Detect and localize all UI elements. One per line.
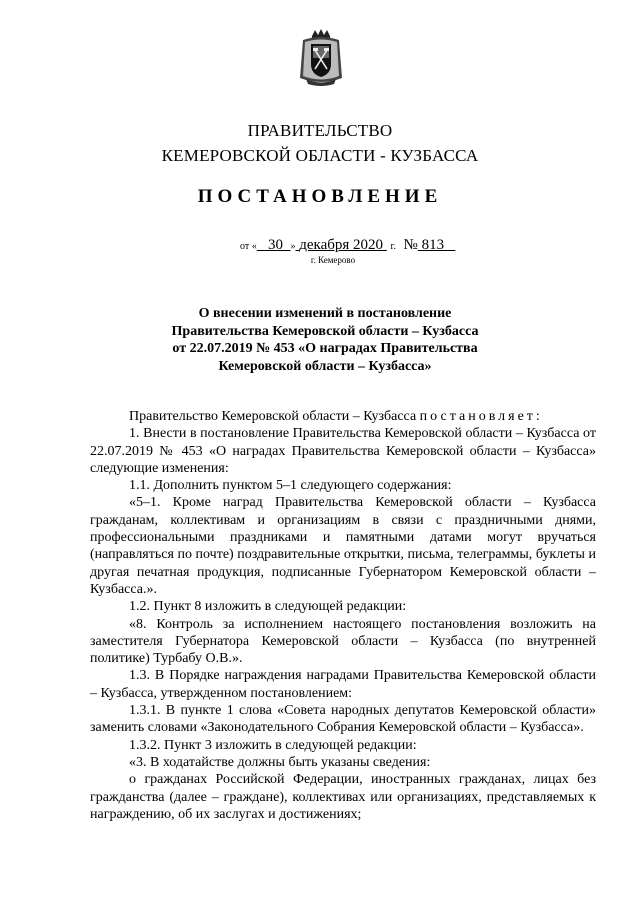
government-name-line1: ПРАВИТЕЛЬСТВО <box>247 121 393 140</box>
body-paragraph: 1.1. Дополнить пунктом 5–1 следующего содержания: <box>129 478 452 494</box>
document-type-title: ПОСТАНОВЛЕНИЕ <box>197 186 443 207</box>
date-prefix: от « <box>240 241 257 252</box>
number-sign: № <box>403 237 418 253</box>
intro-paragraph: Правительство Кемеровской области – Кузбасса постановляет: <box>129 409 543 424</box>
decree-word: постановляет: <box>419 409 543 424</box>
body-paragraph: 1.3. В Порядке награждения наградами Правительства Кемеровской области – Кузбасса, утвержденном постановлением: <box>90 668 596 701</box>
body-paragraph: о гражданах Российской Федерации, иностранных гражданах, лицах без гражданства (далее – граждане), коллективах или организациях, представляемых к награждению, об их заслугах и достижениях; <box>90 772 596 822</box>
body-paragraph: 1. Внести в постановление Правительства Кемеровской области – Кузбасса от 22.07.2019 № 453 «О наградах Правительства Кемеровской области – Кузбасса» следующие изменения: <box>90 426 596 476</box>
city-name: г. Кемерово <box>310 255 356 265</box>
heading-line: от 22.07.2019 № 453 «О наградах Правительства <box>172 341 478 356</box>
kuzbass-emblem-icon <box>298 28 344 88</box>
document-body <box>90 408 596 823</box>
coat-of-arms-icon <box>298 28 344 88</box>
document-number: 813 <box>421 237 445 253</box>
heading-line: Кемеровской области – Кузбасса» <box>218 358 432 374</box>
document-heading <box>150 305 500 375</box>
body-paragraph: «3. В ходатайстве должны быть указаны сведения: <box>129 754 431 770</box>
date-month-year: декабря 2020 <box>299 237 384 253</box>
heading-line: О внесении изменений в постановление <box>198 306 452 321</box>
date-year-suffix: г. <box>390 241 397 252</box>
date-and-number-line <box>240 236 470 256</box>
date-close-quote: » <box>290 241 296 252</box>
body-paragraph: 1.2. Пункт 8 изложить в следующей редакции: <box>129 599 407 615</box>
body-paragraph: «5–1. Кроме наград Правительства Кемеровской области – Кузбасса гражданам, коллективам и организациям в связи с праздничными днями, профессиональными праздниками и памятными датами могут вручаться (направляться по почте) поздравительные открытки, письма, телеграммы, буклеты и другая печатная продукция, подписанные Губернатором Кемеровской области – Кузбасса.». <box>90 495 596 597</box>
heading-line: Правительства Кемеровской области – Кузбасса <box>171 323 479 339</box>
government-name-line2: КЕМЕРОВСКОЙ ОБЛАСТИ - КУЗБАССА <box>161 146 479 165</box>
date-day: 30 <box>268 237 283 253</box>
body-paragraph: «8. Контроль за исполнением настоящего постановления возложить на заместителя Губернатора Кемеровской области – Кузбасса (по внутренней политике) Турбабу О.В.». <box>90 616 596 667</box>
body-paragraph: 1.3.2. Пункт 3 изложить в следующей редакции: <box>129 737 417 753</box>
body-paragraph: 1.3.1. В пункте 1 слова «Совета народных депутатов Кемеровской области» заменить словами «Законодательного Собрания Кемеровской области – Кузбасса». <box>90 703 596 736</box>
